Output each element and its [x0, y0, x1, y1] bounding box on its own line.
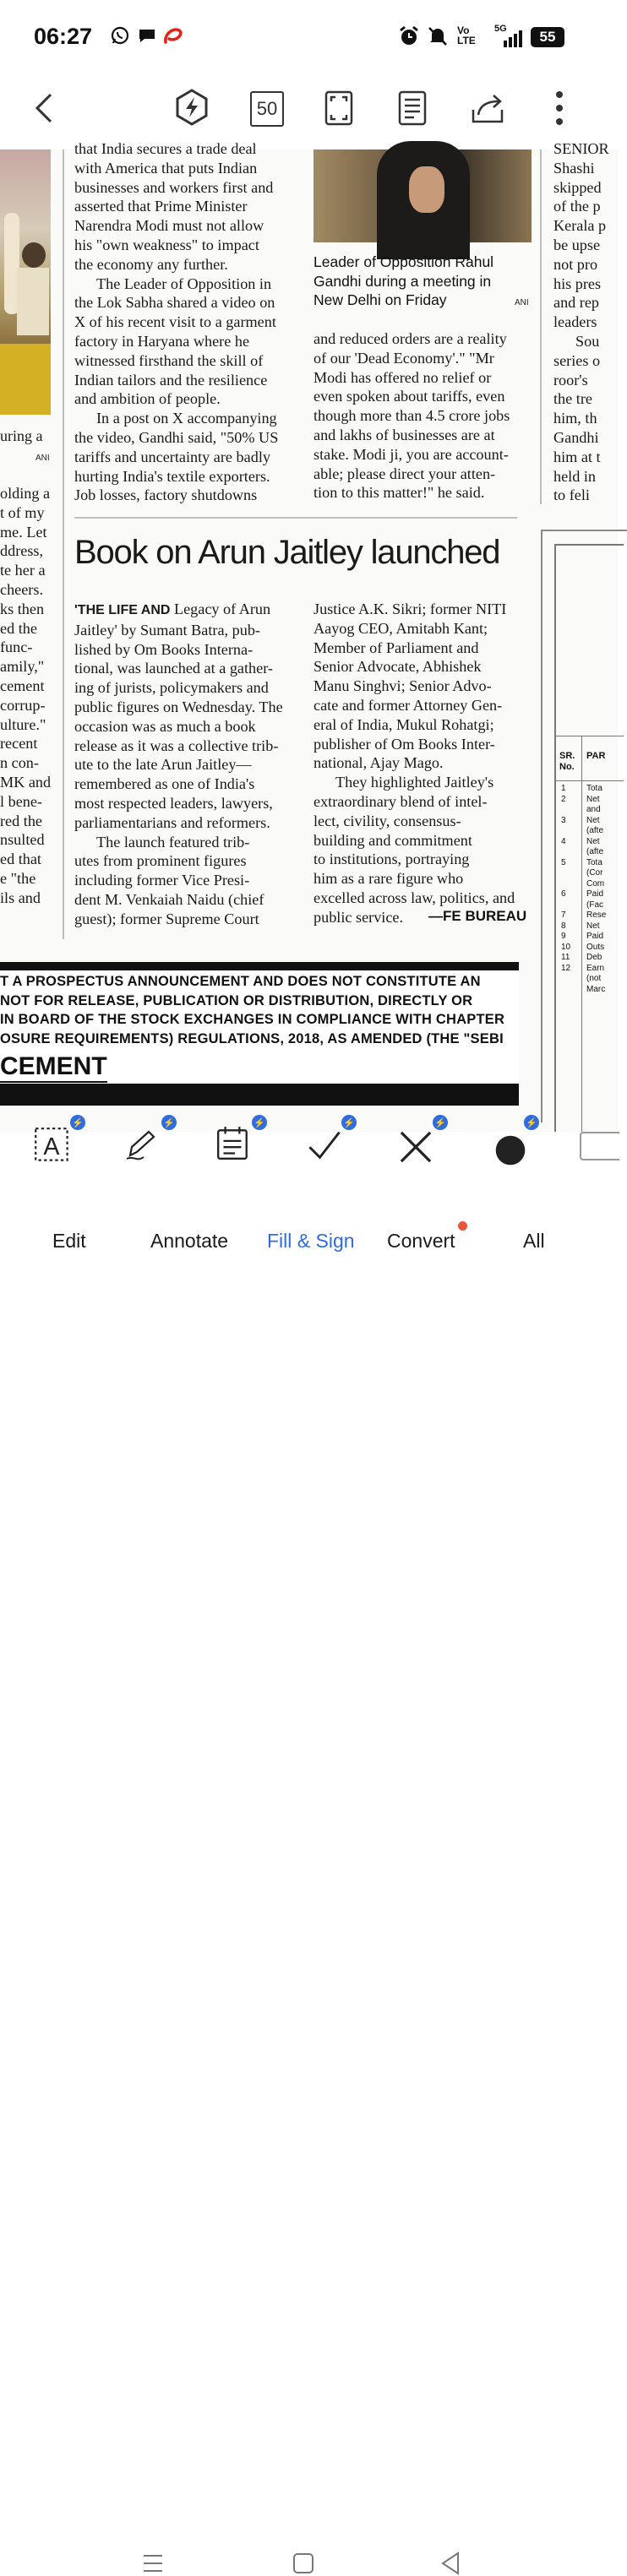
right-column-line: Sou — [575, 332, 600, 350]
photo-credit: ANI — [515, 298, 529, 307]
table-row-number: 2 — [561, 794, 566, 804]
ad-line: IN BOARD OF THE STOCK EXCHANGES IN COMPLIANCE WITH CHAPTER — [0, 1012, 505, 1027]
left-column-line: olding a — [0, 485, 51, 502]
jaitley-column-1 — [74, 600, 292, 929]
rahul-gandhi-photo — [314, 149, 532, 242]
text-line: lished by Om Books Interna- — [74, 640, 254, 658]
table-row — [556, 932, 624, 943]
left-column-text — [0, 484, 54, 908]
text-line: extraordinary blend of intel- — [314, 792, 488, 810]
table-row-label: Earn — [586, 963, 605, 973]
text-line: Narendra Modi must not allow — [74, 217, 264, 235]
left-column-line: n con- — [0, 754, 39, 772]
table-row-number: 10 — [561, 942, 571, 952]
table-row-label: (Fac — [586, 899, 603, 910]
text-line: hurting India's textile exporters. — [74, 467, 270, 485]
financial-table — [554, 544, 624, 1137]
text-line: tion to this matter!" he said. — [314, 484, 485, 502]
text-line: and ambition of people. — [74, 390, 221, 408]
fill-sign-icon[interactable] — [215, 1125, 252, 1162]
table-row — [556, 805, 624, 816]
left-column-line: cheers. — [0, 580, 43, 598]
left-column-line: te her a — [0, 562, 46, 579]
table-row-label: Net — [586, 836, 600, 846]
table-row-number: 6 — [561, 889, 566, 899]
text-line: dent M. Venkaiah Naidu (chief — [74, 890, 264, 908]
tab-all[interactable]: All — [523, 1230, 545, 1252]
left-column-line: t of my — [0, 503, 45, 521]
table-row-label: Marc — [586, 984, 606, 994]
text-line: tariffs and uncertainty are badly — [74, 448, 270, 465]
table-row — [556, 868, 624, 879]
back-icon[interactable] — [32, 91, 56, 125]
table-row-number: 1 — [561, 784, 566, 793]
table-row — [556, 879, 624, 890]
left-column-line: ddress, — [0, 542, 44, 560]
text-line: the Lok Sabha shared a video on — [74, 294, 275, 312]
menu-nav-icon[interactable] — [142, 2552, 164, 2574]
left-column-line: MK and — [0, 773, 52, 791]
text-line: and lakhs of businesses are at — [314, 426, 495, 443]
ad-title: CEMENT — [0, 1052, 107, 1083]
network-label: 5G — [494, 24, 507, 34]
text-line: parliamentarians and reformers. — [74, 813, 270, 831]
photo-caption-line: Gandhi during a meeting in — [314, 272, 492, 290]
left-column-line: ulture." — [0, 715, 46, 733]
left-column-line: cement — [0, 677, 45, 694]
more-icon[interactable] — [553, 90, 566, 127]
right-column-line: him, th — [553, 410, 597, 427]
zoom-icon[interactable]: 50 — [250, 91, 284, 127]
right-column-line: to feli — [553, 486, 590, 504]
text-line: publisher of Om Books Inter- — [314, 735, 495, 753]
right-column-text — [553, 139, 618, 505]
text-line: cate and former Attorney Gen- — [314, 696, 503, 714]
text-line: Aayog CEO, Amitabh Kant; — [314, 619, 488, 637]
right-column-line: of the p — [553, 198, 601, 215]
text-line: Job losses, factory shutdowns — [74, 486, 258, 504]
table-row-label: Net — [586, 921, 600, 931]
cross-badge: ⚡ — [433, 1115, 448, 1130]
text-line: him as a rare figure who — [314, 870, 464, 888]
table-row-label: (Cor — [586, 868, 603, 878]
text-line: witnessed firsthand the skill of — [74, 351, 264, 369]
lead-in: 'THE LIFE AND — [74, 603, 171, 617]
table-row-number: 4 — [561, 836, 566, 846]
text-line: Manu Singhvi; Senior Advo- — [314, 677, 492, 695]
text-line: Indian tailors and the resilience — [74, 371, 268, 389]
ad-line: T A PROSPECTUS ANNOUNCEMENT AND DOES NOT CONSTITUTE AN — [0, 974, 481, 989]
tab-annotate[interactable]: Annotate — [150, 1230, 229, 1252]
checkmark-icon[interactable] — [306, 1127, 343, 1164]
pdf-page — [0, 140, 618, 1132]
right-column-line: him at t — [553, 448, 601, 465]
battery-icon — [531, 27, 564, 47]
airtel-icon — [162, 25, 184, 46]
table-row — [556, 910, 624, 921]
ad-line: OSURE REQUIREMENTS) REGULATIONS, 2018, AS AMENDED (THE "SEBI — [0, 1030, 504, 1046]
table-row — [556, 921, 624, 932]
article-column-2 — [314, 329, 532, 503]
table-row — [556, 889, 624, 900]
table-row — [556, 964, 624, 975]
ai-icon[interactable] — [172, 88, 211, 127]
whatsapp-icon — [110, 25, 130, 46]
text-line: with America that puts Indian — [74, 159, 258, 177]
cross-icon[interactable] — [397, 1128, 434, 1166]
left-news-photo — [0, 149, 51, 415]
text-line: though more than 4.5 crore jobs — [314, 407, 510, 425]
left-column-line: recent — [0, 735, 38, 753]
left-column-line: amily," — [0, 658, 45, 676]
right-column-line: the tre — [553, 390, 592, 408]
text-line: eral of India, Mukul Rohatgi; — [314, 715, 494, 733]
text-line: asserted that Prime Minister — [74, 198, 248, 215]
mute-icon — [427, 25, 449, 47]
text-line: ute to the late Arun Jaitley— — [74, 756, 252, 774]
table-row-label: Com — [586, 878, 605, 889]
table-header-par: PAR — [586, 751, 606, 761]
table-row-number: 11 — [561, 953, 570, 962]
text-line: businesses and workers first and — [74, 178, 274, 196]
text-line: occasion was as much a book — [74, 717, 256, 735]
right-column-line: Kerala p — [553, 217, 607, 235]
table-row-label: Net — [586, 794, 600, 804]
tab-fill-sign[interactable]: Fill & Sign — [267, 1230, 355, 1252]
table-row-label: Paid — [586, 889, 604, 899]
text-line: most respected leaders, lawyers, — [74, 794, 273, 812]
left-column-line: me. Let — [0, 523, 47, 541]
ipo-ad-banner — [0, 962, 519, 1106]
text-line: tional, was launched at a gather- — [74, 660, 273, 677]
pdf-toolbar — [0, 80, 618, 148]
annotate-pen-icon[interactable] — [123, 1127, 161, 1164]
battery-level: 55 — [539, 29, 556, 45]
text-line: able; please direct your atten- — [314, 465, 496, 482]
text-line: utes from prominent figures — [74, 852, 247, 870]
table-row-label: (not — [586, 974, 602, 983]
right-column-line: series o — [553, 351, 601, 369]
right-column-line: not pro — [553, 255, 598, 273]
text-line: The launch featured trib- — [96, 833, 250, 851]
fullscreen-icon[interactable] — [324, 90, 354, 127]
text-line: release as it was a collective trib- — [74, 736, 279, 754]
table-row-number: 9 — [561, 932, 566, 941]
signal-icon — [493, 29, 524, 49]
text-line: and reduced orders are a reality — [314, 330, 507, 347]
text-line: Senior Advocate, Abhishek — [314, 658, 482, 676]
headline: Book on Arun Jaitley launched — [74, 534, 500, 571]
text-line: In a post on X accompanying — [96, 410, 277, 427]
ad-line: NOT FOR RELEASE, PUBLICATION OR DISTRIBUTION, DIRECTLY OR — [0, 992, 473, 1008]
right-column-line: Shashi — [553, 159, 595, 177]
right-column-line: held in — [553, 467, 597, 485]
left-column-line: red the — [0, 812, 42, 829]
checkmark-badge: ⚡ — [341, 1115, 357, 1130]
edit-badge: ⚡ — [70, 1115, 85, 1130]
article-column-1 — [74, 139, 292, 505]
text-line: the video, Gandhi said, "50% US — [74, 428, 279, 446]
table-row-label: Outs — [586, 942, 605, 952]
photo-caption — [314, 253, 532, 310]
text-line: The Leader of Opposition in — [96, 274, 272, 292]
table-row — [556, 900, 624, 911]
table-row — [556, 826, 624, 837]
text-line: X of his recent visit to a garment — [74, 313, 276, 331]
section-rule — [74, 517, 517, 519]
table-row-label: (afte — [586, 826, 604, 835]
convert-notification-dot — [458, 1221, 467, 1231]
text-line: excelled across law, politics, and — [314, 889, 515, 906]
column-rule — [63, 149, 64, 939]
column-rule — [540, 149, 542, 504]
table-row-label: Rese — [586, 910, 607, 920]
text-line: They highlighted Jaitley's — [335, 774, 494, 791]
table-row — [556, 816, 624, 827]
text-line: Modi has offered no relief or — [314, 368, 492, 386]
text-line: Member of Parliament and — [314, 639, 479, 656]
left-column-line: ed the — [0, 619, 37, 637]
text-line: Justice A.K. Sikri; former NITI — [314, 601, 507, 617]
alarm-icon — [398, 25, 420, 47]
table-row — [556, 858, 624, 869]
text-line: public service. — [314, 908, 404, 926]
table-row-label: and — [586, 805, 601, 814]
table-row — [556, 795, 624, 806]
text-line: remembered as one of India's — [74, 775, 255, 793]
table-header-no: No. — [559, 762, 575, 772]
home-nav-icon[interactable] — [292, 2552, 315, 2575]
svg-text:A: A — [43, 1133, 60, 1160]
table-row-number: 7 — [561, 910, 566, 920]
text-line: public figures on Wednesday. The — [74, 698, 283, 715]
left-photo-caption: uring a — [0, 427, 43, 444]
right-column-line: be upse — [553, 236, 601, 253]
dot-icon[interactable] — [492, 1132, 529, 1169]
reading-mode-icon[interactable] — [397, 90, 428, 127]
text-line: including former Vice Presi- — [74, 872, 250, 889]
table-row — [556, 847, 624, 858]
status-time: 06:27 — [34, 24, 93, 49]
text-line: even spoken about tariffs, even — [314, 388, 505, 405]
table-row — [556, 974, 624, 985]
right-column-line: SENIOR — [553, 140, 609, 157]
table-row-number: 3 — [561, 815, 566, 825]
right-column-line: and rep — [553, 294, 600, 312]
byline: —FE BUREAU — [428, 908, 527, 924]
table-row-label: Deb — [586, 953, 602, 962]
table-row-number: 5 — [561, 857, 566, 867]
right-column-line: skipped — [553, 178, 602, 196]
back-nav-icon[interactable] — [439, 2551, 461, 2576]
table-row-label: Tota — [586, 857, 602, 867]
left-column-line: ed that — [0, 851, 41, 868]
text-line: Jaitley' by Sumant Batra, pub- — [74, 621, 260, 639]
left-column-line: l bene- — [0, 792, 42, 810]
jaitley-column-2 — [314, 600, 532, 927]
edit-text-icon[interactable] — [34, 1127, 71, 1164]
table-row-number: 8 — [561, 921, 566, 931]
text-line: stake. Modi ji, you are account- — [314, 445, 509, 463]
left-column-line: ils and — [0, 889, 41, 906]
annotate-badge: ⚡ — [161, 1115, 177, 1130]
text-line: the economy any further. — [74, 255, 228, 273]
fill-sign-badge: ⚡ — [252, 1115, 267, 1130]
table-row-label: Paid — [586, 932, 604, 941]
table-row — [556, 837, 624, 848]
table-header-sr: SR. — [559, 751, 575, 761]
text-line: lect, civility, consensus- — [314, 812, 461, 829]
left-column-line: ks then — [0, 600, 45, 617]
table-row — [556, 784, 624, 795]
table-row-label: (afte — [586, 847, 604, 856]
left-column-line: func- — [0, 639, 33, 656]
text-line: building and commitment — [314, 831, 472, 849]
text-line: ing of jurists, policymakers and — [74, 679, 269, 697]
volte-label: Vo LTE — [457, 24, 476, 46]
right-column-line: his pres — [553, 274, 602, 292]
text-line: that India secures a trade deal — [74, 140, 257, 157]
tab-convert[interactable]: Convert — [387, 1230, 455, 1252]
table-row — [556, 953, 624, 964]
table-row-number: 12 — [561, 963, 571, 973]
table-row-label: Tota — [586, 784, 602, 793]
right-column-line: leaders — [553, 313, 597, 331]
text-line: Legacy of Arun — [170, 601, 271, 617]
left-column-line: e "the — [0, 869, 36, 887]
message-icon — [137, 25, 157, 46]
more-tools-icon[interactable] — [580, 1132, 619, 1160]
right-column-line: Gandhi — [553, 428, 599, 446]
left-photo-credit: ANI — [35, 454, 50, 463]
text-line: of our 'Dead Economy'." "Mr — [314, 349, 494, 367]
text-line: to institutions, portraying — [314, 851, 470, 868]
dot-badge: ⚡ — [524, 1115, 539, 1130]
left-column-line: nsulted — [0, 831, 45, 849]
text-line: his "own weakness" to impact — [74, 236, 259, 253]
text-line: factory in Haryana where he — [74, 332, 250, 350]
table-row — [556, 943, 624, 954]
table-row-label: Net — [586, 815, 600, 825]
status-bar — [0, 0, 618, 76]
right-column-line: roor's — [553, 371, 588, 389]
tab-edit[interactable]: Edit — [52, 1230, 86, 1252]
text-line: national, Ajay Mago. — [314, 754, 444, 772]
table-row — [556, 985, 624, 996]
lead-line — [74, 600, 292, 621]
text-line: guest); former Supreme Court — [74, 910, 259, 927]
share-icon[interactable] — [470, 90, 507, 127]
left-column-line: corrup- — [0, 696, 46, 714]
photo-caption-line: New Delhi on Friday — [314, 291, 447, 308]
photo-caption-line: Leader of Opposition Rahul — [314, 253, 494, 270]
system-nav-bar — [0, 1275, 618, 1351]
